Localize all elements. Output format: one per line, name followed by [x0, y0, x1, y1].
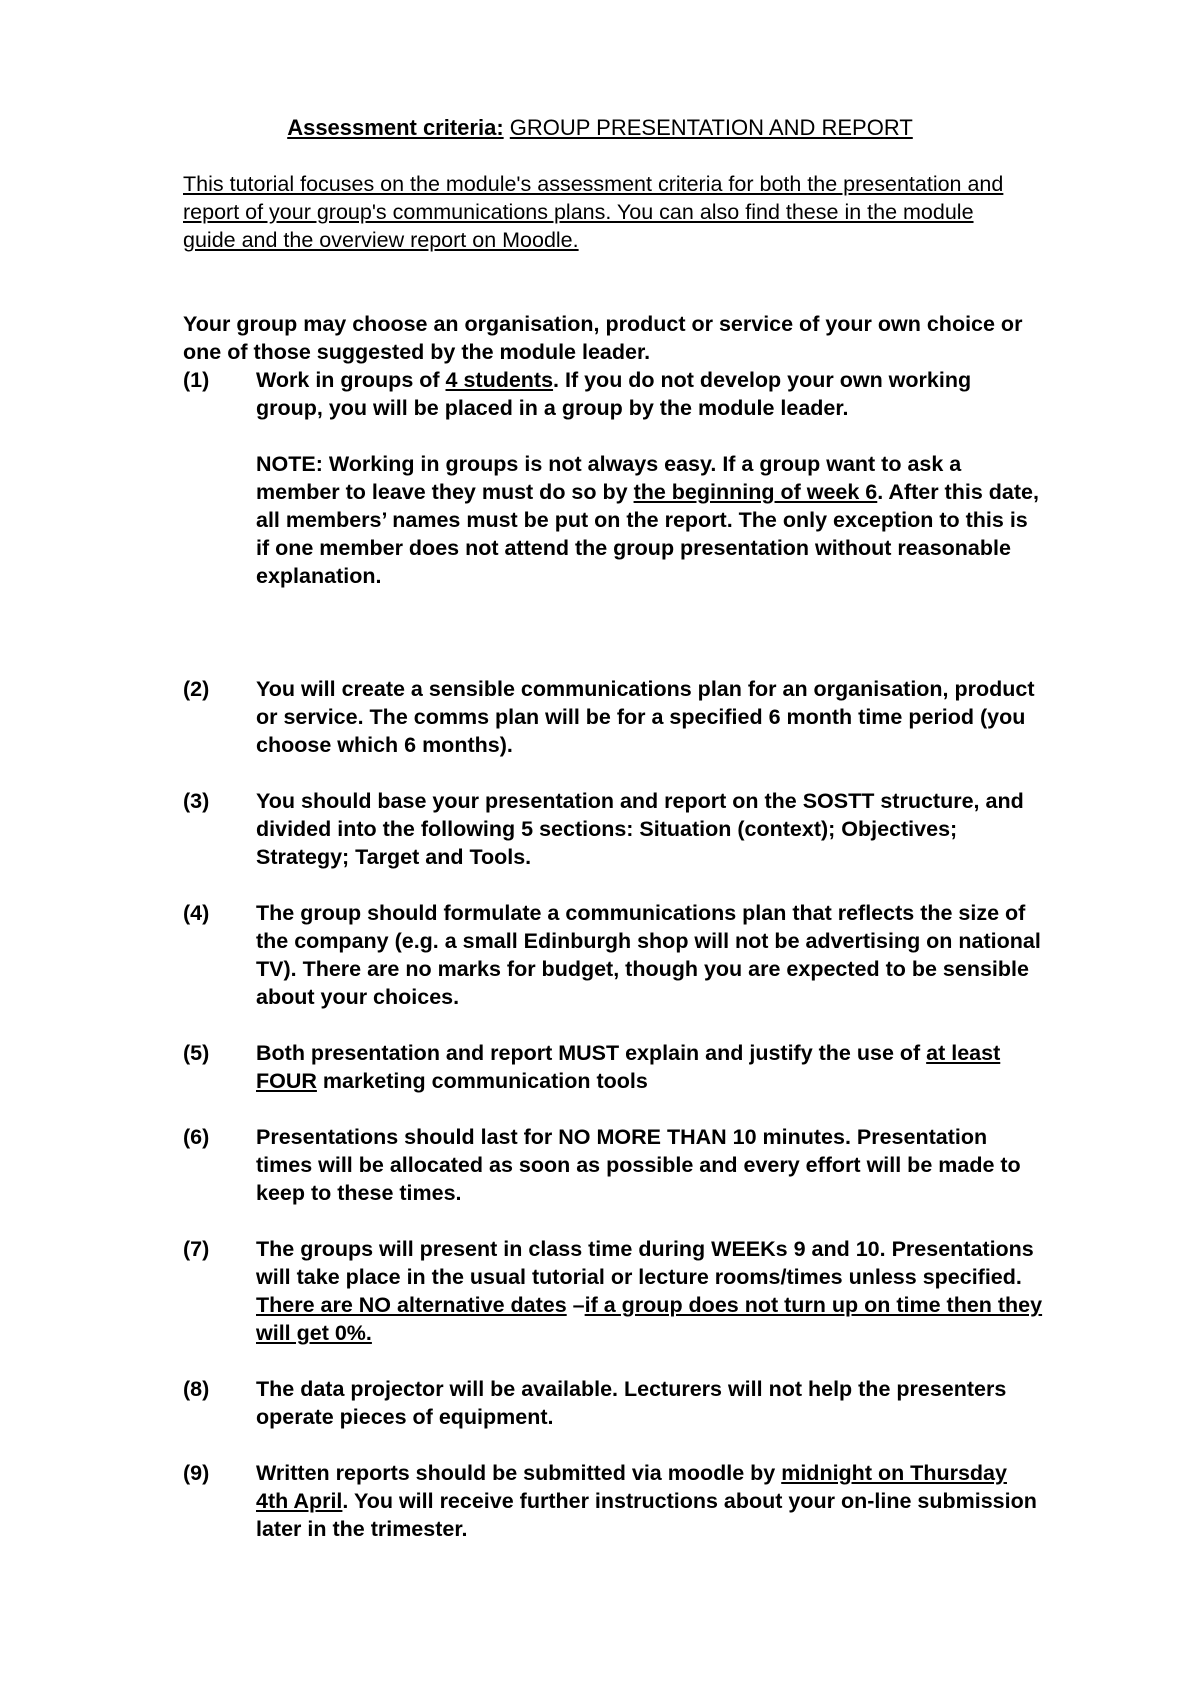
text-span: . You will receive further instructions about your on-line submission later in the trimester. [256, 1489, 1037, 1541]
criterion-body [256, 366, 1043, 590]
underlined-span: at least FOUR [256, 1041, 1001, 1093]
criterion-7 [183, 1235, 1043, 1347]
underlined-span: if a group does not turn up on time then they will get 0%. [256, 1293, 1043, 1345]
criterion-6 [183, 1123, 1043, 1207]
lead-paragraph: Your group may choose an organisation, product or service of your own choice or one of those suggested by the module leader. [183, 312, 1023, 364]
underlined-span: the beginning of week 6 [633, 480, 878, 504]
page-title [0, 114, 1200, 142]
criterion-2 [183, 675, 1043, 759]
text-span: marketing communication tools [316, 1069, 648, 1093]
criterion-text: The data projector will be available. Lecturers will not help the presenters operate pieces of equipment. [256, 1377, 1007, 1429]
criterion-5 [183, 1039, 1043, 1095]
criterion-number: (5) [183, 1041, 210, 1065]
text-span: . If you do not develop your own working group, you will be placed in a group by the module leader. [256, 368, 972, 420]
criterion-number: (8) [183, 1377, 210, 1401]
underlined-span: There are NO alternative dates [256, 1293, 567, 1317]
criterion-note [256, 450, 1043, 590]
underlined-span: 4 students [445, 368, 554, 392]
criterion-text: You should base your presentation and report on the SOSTT structure, and divided into the following 5 sections: Situation (context); Objectives; Strategy; Target and Tools. [256, 789, 1024, 869]
criterion-number: (3) [183, 789, 210, 813]
text-span: Both presentation and report MUST explain and justify the use of [256, 1041, 927, 1065]
criterion-text [256, 1039, 1043, 1095]
criterion-1 [183, 366, 1043, 590]
criterion-4 [183, 899, 1043, 1011]
criterion-9 [183, 1459, 1043, 1543]
criterion-number: (9) [183, 1461, 210, 1485]
criterion-text [256, 1459, 1043, 1543]
title-label: Assessment criteria: [287, 115, 504, 140]
text-span: . After this date, all members’ names must be put on the report. The only exception to this is if one member does not attend the group presentation without reasonable explanation. [256, 480, 1039, 588]
criterion-3 [183, 787, 1043, 871]
criterion-number: (7) [183, 1237, 210, 1261]
criterion-text [256, 1235, 1043, 1347]
criterion-number: (2) [183, 677, 210, 701]
criterion-text: Presentations should last for NO MORE THAN 10 minutes. Presentation times will be allocated as soon as possible and every effort will be made to keep to these times. [256, 1125, 1021, 1205]
text-span: – [566, 1293, 585, 1317]
criterion-number: (6) [183, 1125, 210, 1149]
text-span: The groups will present in class time during WEEKs 9 and 10. Presentations will take place in the usual tutorial or lecture rooms/times unless specified. [256, 1237, 1034, 1289]
criterion-8 [183, 1375, 1043, 1431]
criterion-number: (4) [183, 901, 210, 925]
criterion-text: You will create a sensible communications plan for an organisation, product or service. The comms plan will be for a specified 6 month time period (you choose which 6 months). [256, 677, 1035, 757]
intro-paragraph: This tutorial focuses on the module's assessment criteria for both the presentation and report of your group's communications plans. You can also find these in the module guide and the overview report on Moodle. [183, 172, 1004, 252]
underlined-span: midnight on Thursday 4th April [256, 1461, 1007, 1513]
text-span: Work in groups of [256, 368, 446, 392]
criterion-number: (1) [183, 368, 210, 392]
text-span: NOTE: Working in groups is not always easy. If a group want to ask a member to leave they must do so by [256, 452, 962, 504]
criterion-text [256, 366, 1043, 422]
criterion-text: The group should formulate a communications plan that reflects the size of the company (e.g. a small Edinburgh shop will not be advertising on national TV). There are no marks for budget, though you are expected to be sensible about your choices. [256, 901, 1041, 1009]
text-span: Written reports should be submitted via moodle by [256, 1461, 782, 1485]
title-text: GROUP PRESENTATION AND REPORT [509, 115, 913, 140]
